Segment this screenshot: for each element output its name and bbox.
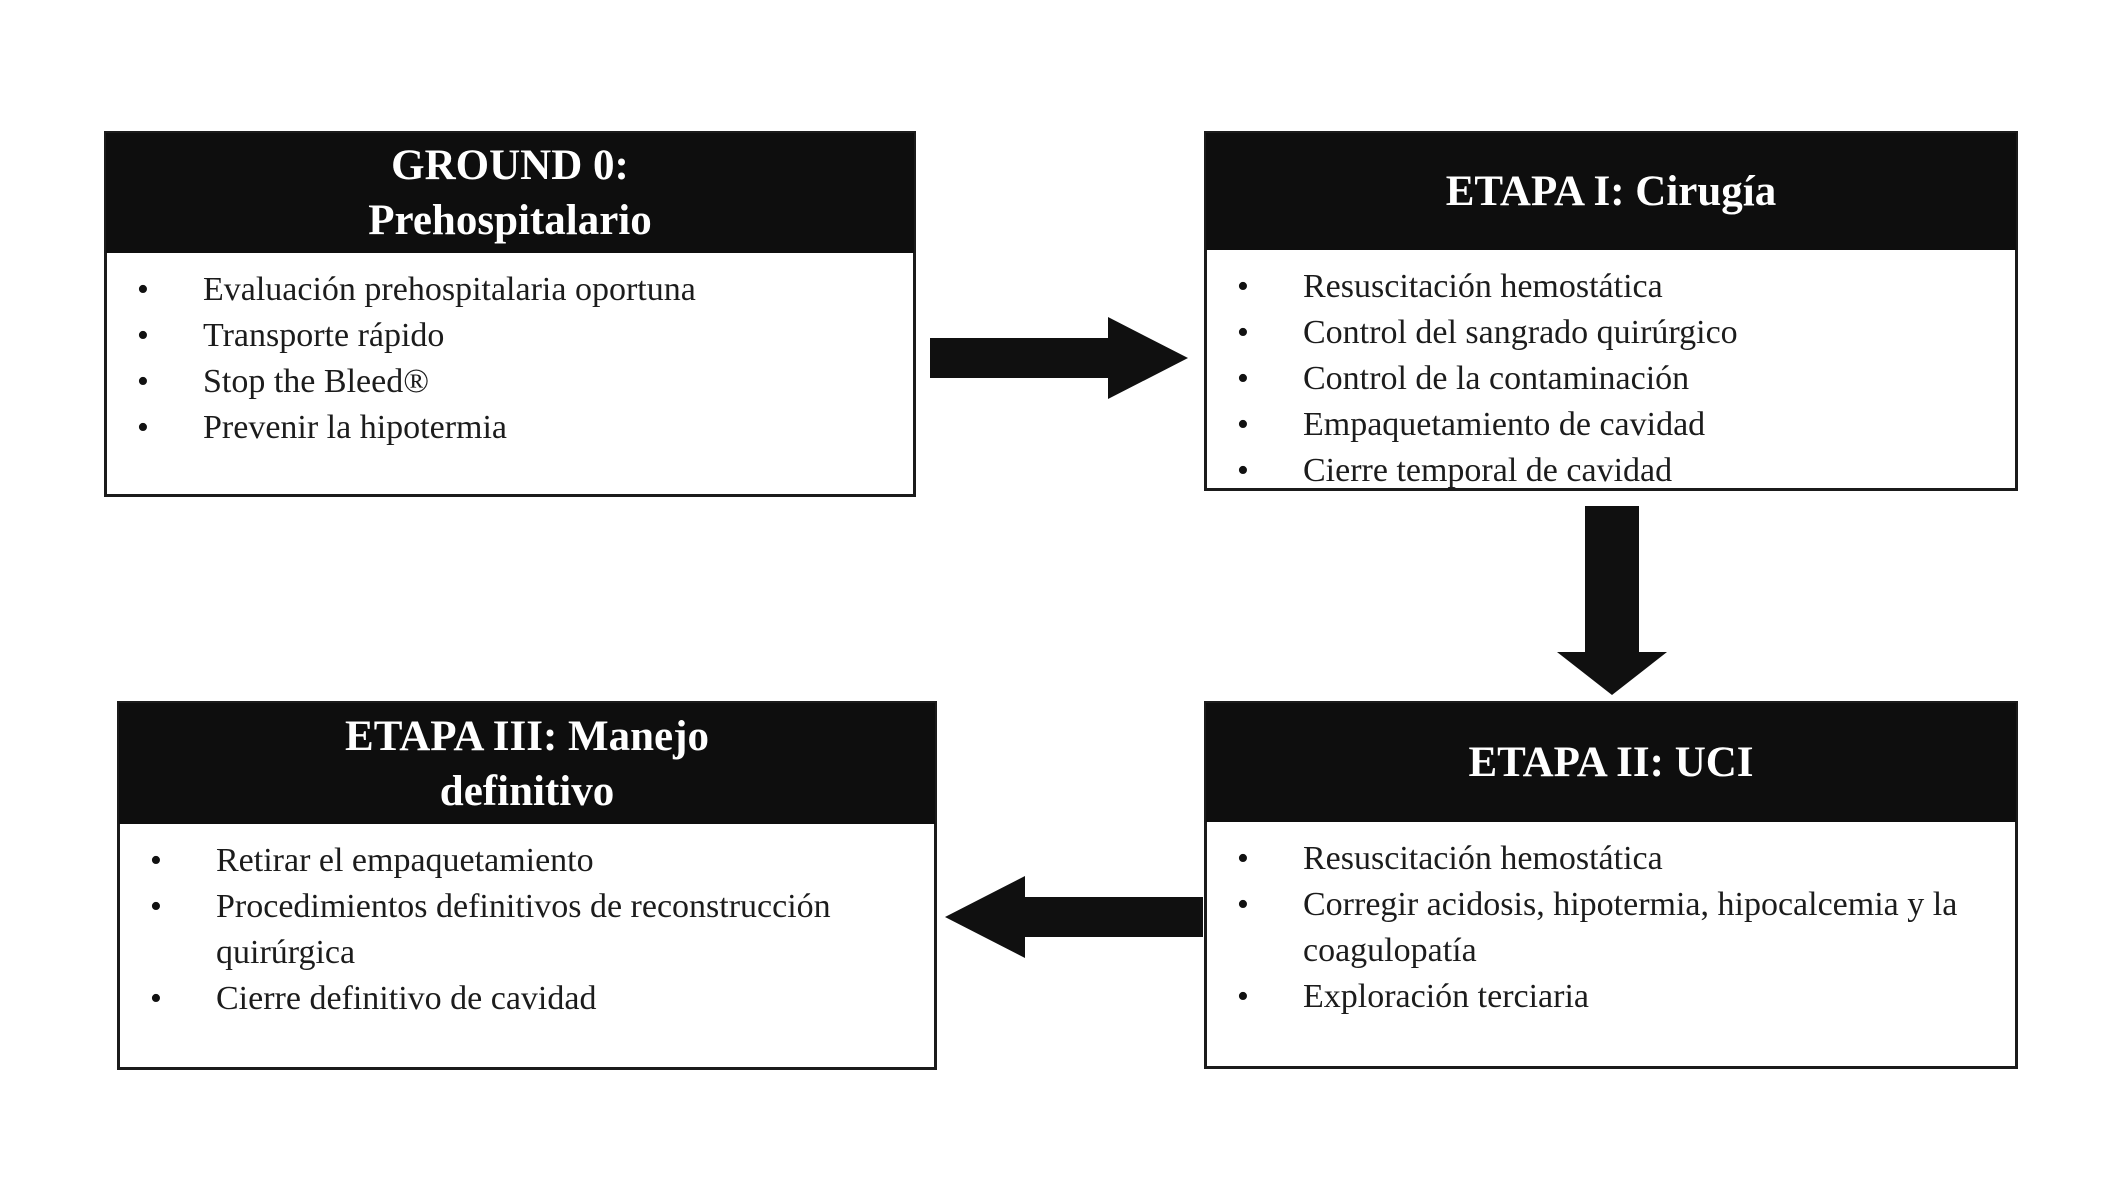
stage-box-ground-0-body: [107, 253, 913, 494]
stage-box-ground-0: [104, 131, 916, 497]
arrow-right-icon: [930, 315, 1190, 401]
arrow-left-icon: [943, 874, 1203, 960]
stage-title-line: Prehospitalario: [368, 197, 652, 244]
bullet-item: • Transporte rápido: [107, 313, 733, 359]
stage-title-line: definitivo: [439, 767, 615, 815]
stage-box-etapa-2-body: [1207, 822, 2015, 1066]
arrow-down-icon: [1556, 506, 1668, 696]
bullet-item: • Corregir acidosis, hipotermia, hipocalcemia y la coagulopatía: [1207, 882, 1995, 974]
stage-box-etapa-1-items: [1207, 264, 1995, 494]
bullet-item: • Stop the Bleed®: [107, 359, 733, 405]
bullet-item: • Procedimientos definitivos de reconstrucción quirúrgica: [120, 884, 914, 976]
stage-title-line: ETAPA I: Cirugía: [1445, 168, 1777, 215]
bullet-item: • Empaquetamiento de cavidad: [1207, 402, 1995, 448]
bullet-item: • Retirar el empaquetamiento: [120, 838, 914, 884]
bullet-item: • Control del sangrado quirúrgico: [1207, 310, 1995, 356]
stage-title-line: ETAPA II: UCI: [1468, 739, 1754, 786]
bullet-item: • Exploración terciaria: [1207, 974, 1995, 1020]
stage-box-etapa-2-items: [1207, 836, 1995, 1020]
stage-box-etapa-3-header: [119, 703, 935, 824]
stage-box-etapa-3-body: [120, 824, 934, 1067]
bullet-item: • Prevenir la hipotermia: [107, 405, 733, 451]
bullet-item: • Evaluación prehospitalaria oportuna: [107, 267, 733, 313]
bullet-item: • Cierre temporal de cavidad: [1207, 448, 1995, 494]
stage-box-ground-0-items: [107, 267, 733, 451]
stage-title-line: GROUND 0:: [391, 142, 629, 189]
stage-box-etapa-1-header: [1206, 133, 2016, 250]
bullet-item: • Resuscitación hemostática: [1207, 264, 1995, 310]
stage-box-etapa-1: [1204, 131, 2018, 491]
stage-title-line: ETAPA III: Manejo: [345, 712, 709, 760]
stage-box-etapa-3: [117, 701, 937, 1070]
stage-box-etapa-1-body: [1207, 250, 2015, 504]
stage-box-etapa-2-header: [1206, 703, 2016, 822]
bullet-item: • Control de la contaminación: [1207, 356, 1995, 402]
stage-box-etapa-2: [1204, 701, 2018, 1069]
bullet-item: • Resuscitación hemostática: [1207, 836, 1995, 882]
stage-box-ground-0-header: [106, 133, 914, 253]
stage-box-etapa-3-items: [120, 838, 914, 1022]
bullet-item: • Cierre definitivo de cavidad: [120, 976, 914, 1022]
